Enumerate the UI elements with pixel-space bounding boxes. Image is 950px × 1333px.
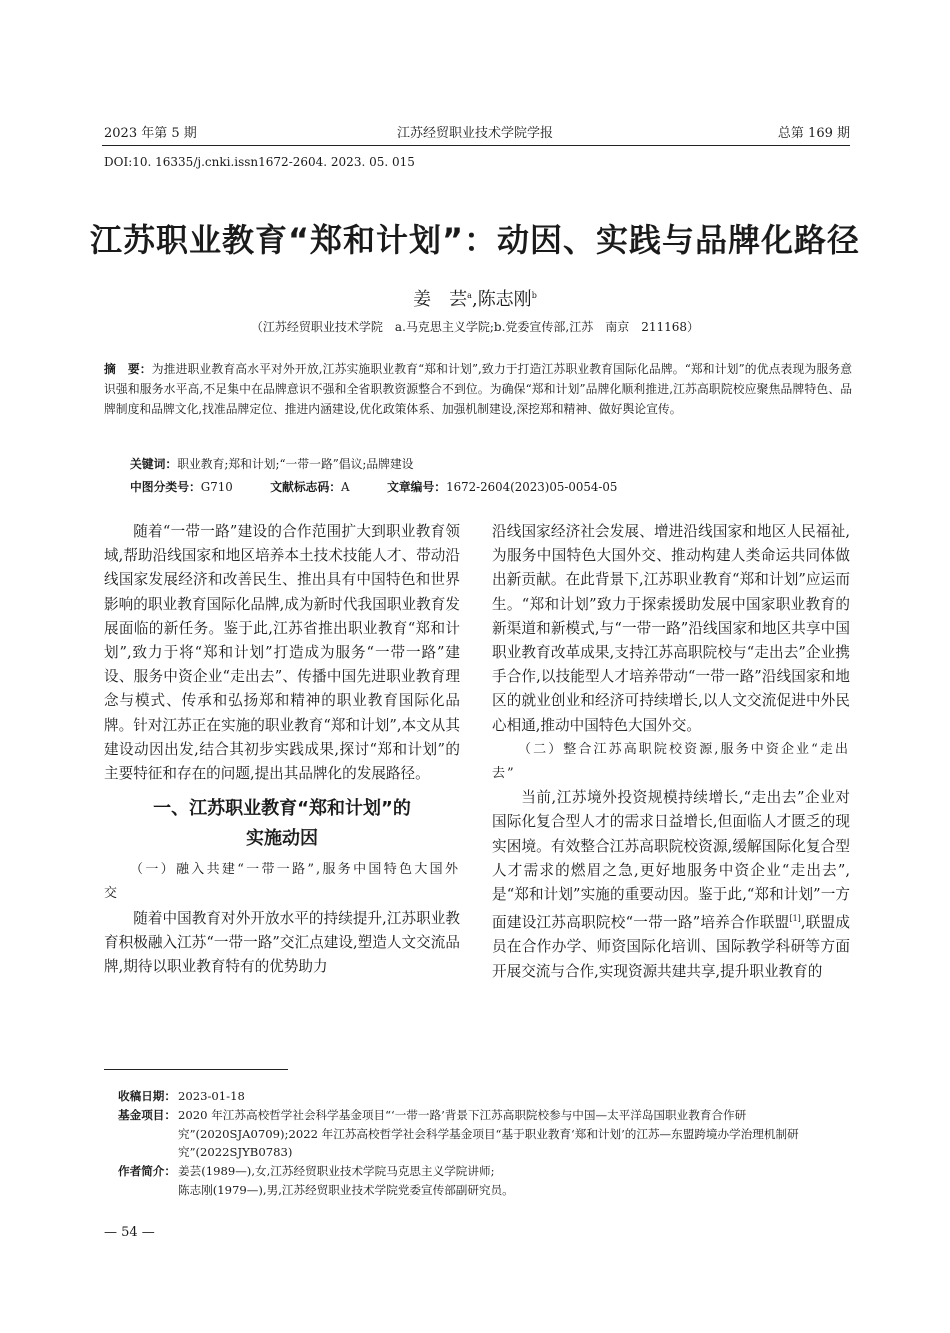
received-date: 2023-01-18	[178, 1089, 245, 1103]
author-2: 陈志刚	[477, 289, 532, 310]
intro-paragraph: 随着“一带一路”建设的合作范围扩大到职业教育领域,帮助沿线国家和地区培养本土技术技能人才、带动沿线国家发展经济和改善民生、推出具有中国特色和世界影响的职业教育国际化品牌,成为新时代我国职业教育发展面临的新任务。鉴于此,江苏省推出职业教育“郑和计划”,致力于将“郑和计划”打造成为服务“一带一路”建设、服务中资企业“走出去”、传播中国先进职业教育理念与模式、传承和弘扬郑和精神的职业教育国际化品牌。针对江苏正在实施的职业教育“郑和计划”,本文从其建设动因出发,结合其初步实践成果,探讨“郑和计划”的主要特征和存在的问题,提出其品牌化的发展路径。	[104, 523, 460, 783]
header-journal: 江苏经贸职业技术学院学报	[396, 126, 553, 141]
affiliation: （江苏经贸职业技术学院 a.马克思主义学院;b.党委宣传部,江苏 南京 211168）	[250, 320, 700, 334]
subsection-2-text-b: ,联盟成员在合作办学、师资国际化培训、国际教学科研等方面开展交流与合作,实现资源共建共享,提升职业教育的	[492, 914, 850, 980]
section-1-heading-line1: 一、江苏职业教育“郑和计划”的	[153, 798, 411, 820]
footnote-author	[118, 1162, 858, 1199]
fund-text: 2020 年江苏高校哲学社会科学基金项目“‘一带一路’背景下江苏高职院校参与中国—太平洋岛国职业教育合作研究”(2020SJA0709);2022 年江苏高校哲学社会科学基金项目“基于职业教育‘郑和计划’的江苏—东盟跨境办学治理机制研究”(2022SJYB0783)	[178, 1108, 799, 1159]
section-1-heading-line2: 实施动因	[246, 828, 318, 850]
footnote-fund	[118, 1106, 858, 1162]
classification	[130, 478, 617, 495]
footnote-rule	[104, 1069, 288, 1070]
author-sep: ,	[471, 289, 478, 310]
section-1-heading	[104, 794, 460, 854]
doi: DOI:10. 16335/j.cnki.issn1672-2604. 2023. 05. 015	[104, 155, 415, 169]
body-left-column	[104, 520, 460, 979]
page-number: — 54 —	[104, 1225, 155, 1240]
keywords	[130, 455, 414, 472]
keywords-text: 职业教育;郑和计划;“一带一路”倡议;品牌建设	[177, 457, 414, 471]
subsection-2-paragraph	[492, 786, 850, 983]
author-2-sup: b	[531, 291, 537, 300]
footnote-received	[118, 1087, 858, 1106]
subsection-1-heading: （一）融入共建“一带一路”,服务中国特色大国外交	[104, 862, 460, 902]
abstract-label: 摘 要：	[104, 362, 152, 376]
author-1-sup: a	[467, 291, 472, 300]
header-total: 总第 169 期	[777, 126, 850, 141]
article-title: 江苏职业教育“郑和计划”：动因、实践与品牌化路径	[89, 221, 861, 259]
citation-ref: [1]	[789, 914, 801, 924]
fund-label: 基金项目：	[118, 1108, 176, 1122]
abstract-text: 为推进职业教育高水平对外开放,江苏实施职业教育“郑和计划”,致力于打造江苏职业教育国际化品牌。“郑和计划”的优点表现为服务意识强和服务水平高,不足集中在品牌意识不强和全省职教资源整合不到位。为确保“郑和计划”品牌化顺利推进,江苏高职院校应聚焦品牌特色、品牌制度和品牌文化,找准品牌定位、推进内涵建设,优化政策体系、加强机制建设,深挖郑和精神、做好舆论宣传。	[104, 362, 852, 417]
received-label: 收稿日期：	[118, 1089, 176, 1103]
subsection-2-heading: （二）整合江苏高职院校资源,服务中资企业“走出去”	[492, 741, 850, 782]
doc-code-label: 文献标志码：	[270, 480, 342, 494]
author-bio-label: 作者简介：	[118, 1164, 176, 1178]
body-right-column	[492, 520, 850, 984]
header-rule	[102, 145, 850, 146]
authors	[0, 285, 950, 311]
article-no-value: 1672-2604(2023)05-0054-05	[446, 480, 618, 494]
article-no-label: 文章编号：	[387, 480, 447, 494]
header-issue: 2023 年第 5 期	[104, 126, 197, 141]
keywords-label: 关键词：	[130, 457, 178, 471]
clc-value: G710	[200, 480, 233, 494]
abstract	[104, 359, 852, 420]
author-bio-2: 陈志刚(1979—),男,江苏经贸职业技术学院党委宣传部副研究员。	[178, 1182, 514, 1197]
clc-label: 中图分类号：	[130, 480, 201, 494]
doc-code-value: A	[341, 480, 350, 494]
subsection-2-text-a: 当前,江苏境外投资规模持续增长,“走出去”企业对国际化复合型人才的需求日益增长,但面临人才匮乏的现实困境。有效整合江苏高职院校资源,缓解国际化复合型人才需求的燃眉之急,更好地服务中资企业“走出去”,是“郑和计划”实施的重要动因。鉴于此,“郑和计划”一方面建设江苏高职院校“一带一路”培养合作联盟	[492, 789, 850, 932]
subsection-1-paragraph: 随着中国教育对外开放水平的持续提升,江苏职业教育积极融入江苏“一带一路”交汇点建设,塑造人文交流品牌,期待以职业教育特有的优势助力	[104, 909, 460, 976]
author-bio-1: 姜芸(1989—),女,江苏经贸职业技术学院马克思主义学院讲师;	[178, 1164, 495, 1178]
subsection-1-paragraph-continued: 沿线国家经济社会发展、增进沿线国家和地区人民福祉,为服务中国特色大国外交、推动构建人类命运共同体做出新贡献。在此背景下,江苏职业教育“郑和计划”应运而生。“郑和计划”致力于探索援助发展中国家职业教育的新渠道和新模式,与“一带一路”沿线国家和地区共享中国职业教育改革成果,支持江苏高职院校与“走出去”企业携手合作,以技能型人才培养带动“一带一路”沿线国家和地区的就业创业和经济可持续增长,以人文交流促进中外民心相通,推动中国特色大国外交。	[492, 523, 850, 734]
author-1: 姜 芸	[413, 289, 468, 310]
